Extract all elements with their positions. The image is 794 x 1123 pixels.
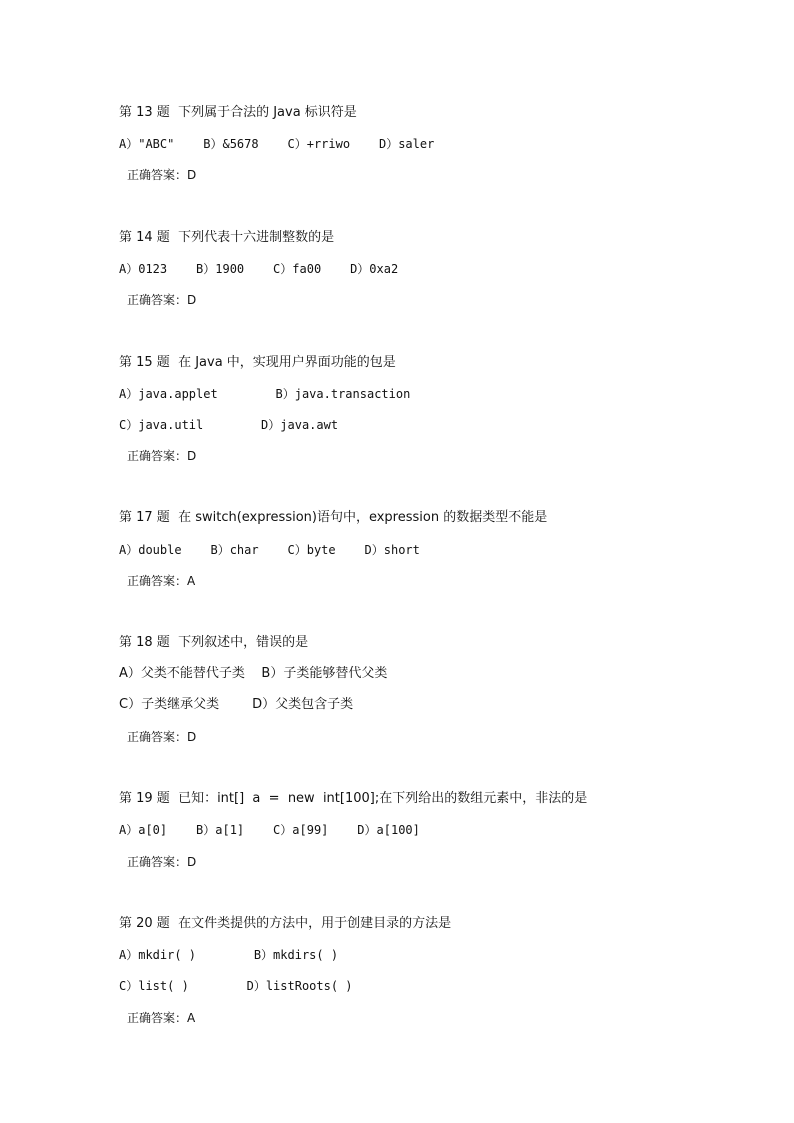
question-13-options: A）"ABC" B）&5678 C）+rriwo D）saler: [119, 137, 435, 151]
question-15-answer: 正确答案：D: [127, 449, 197, 463]
question-19-title: 第 19 题 已知：int[] a = new int[100];在下列给出的数组元素中，非法的是: [119, 791, 588, 806]
question-14-options: A）0123 B）1900 C）fa00 D）0xa2: [119, 262, 399, 276]
question-18-options-1: A）父类不能替代子类 B）子类能够替代父类: [119, 666, 388, 681]
question-13-answer: 正确答案：D: [127, 168, 197, 182]
question-15-options-2: C）java.util D）java.awt: [119, 418, 339, 432]
question-19-answer: 正确答案：D: [127, 855, 197, 869]
question-17-options: A）double B）char C）byte D）short: [119, 543, 420, 557]
question-20-options-1: A）mkdir( ) B）mkdirs( ): [119, 948, 339, 962]
question-18-options-2: C）子类继承父类 D）父类包含子类: [119, 697, 354, 712]
question-18-answer: 正确答案：D: [127, 730, 197, 744]
question-17-answer: 正确答案：A: [127, 574, 196, 588]
question-20-options-2: C）list( ) D）listRoots( ): [119, 979, 353, 993]
question-14-title: 第 14 题 下列代表十六进制整数的是: [119, 230, 335, 245]
question-20-answer: 正确答案：A: [127, 1011, 196, 1025]
question-17-title: 第 17 题 在 switch(expression)语句中，expression 的数据类型不能是: [119, 510, 548, 525]
question-15-options-1: A）java.applet B）java.transaction: [119, 387, 411, 401]
question-15-title: 第 15 题 在 Java 中，实现用户界面功能的包是: [119, 355, 396, 370]
question-20-title: 第 20 题 在文件类提供的方法中，用于创建目录的方法是: [119, 916, 452, 931]
question-19-options: A）a[0] B）a[1] C）a[99] D）a[100]: [119, 823, 420, 837]
question-18-title: 第 18 题 下列叙述中，错误的是: [119, 635, 309, 650]
question-13-title: 第 13 题 下列属于合法的 Java 标识符是: [119, 105, 357, 120]
question-14-answer: 正确答案：D: [127, 293, 197, 307]
